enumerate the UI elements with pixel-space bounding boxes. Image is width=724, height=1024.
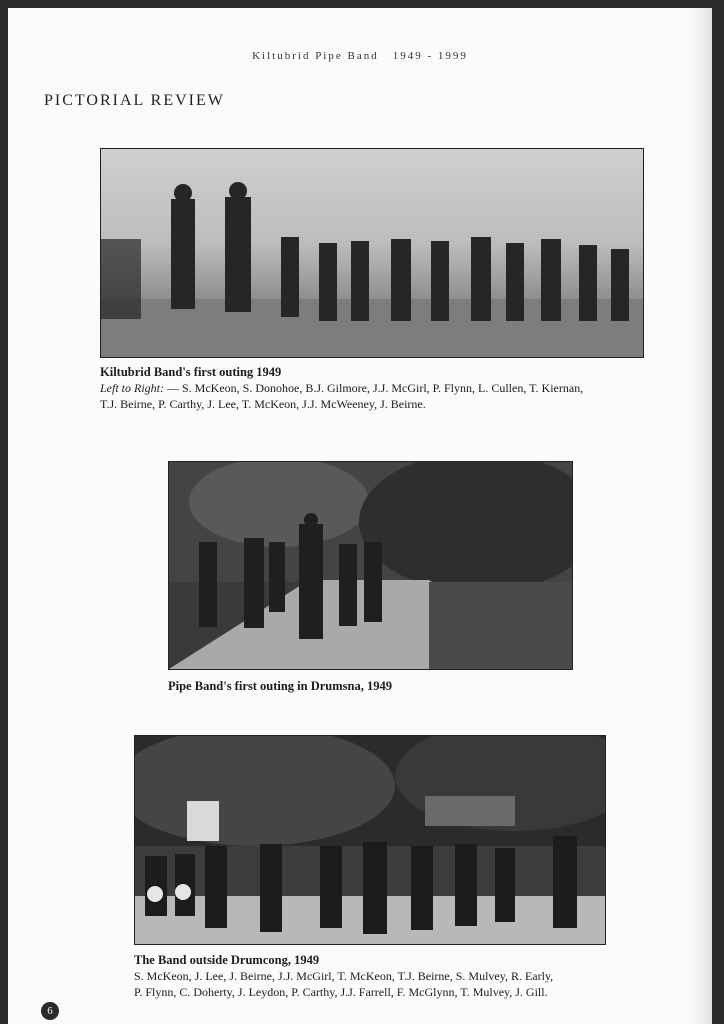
photo-first-outing-1949 [100,148,644,358]
photo-3-caption-line2: P. Flynn, C. Doherty, J. Leydon, P. Carthy, J.J. Farrell, F. McGlynn, T. Mulvey, J. Gill. [134,985,548,999]
section-title: PICTORIAL REVIEW [44,92,225,109]
page-number: 6 [41,1002,59,1020]
photo-drumsna-1949 [168,461,573,670]
running-header [8,50,712,62]
running-header-band: Kiltubrid Pipe Band [252,50,379,62]
photo-1-caption-title: Kiltubrid Band's first outing 1949 [100,365,282,379]
photo-1-caption-line1 [100,380,660,396]
photo-drumcong-1949 [134,735,606,945]
running-header-years: 1949 - 1999 [392,50,468,62]
photo-1-caption-lead: Left to Right: [100,381,164,395]
photo-2-caption [168,678,588,694]
photo-3-caption [134,952,694,1000]
photo-3-caption-line1: S. McKeon, J. Lee, J. Beirne, J.J. McGirl, T. McKeon, T.J. Beirne, S. Mulvey, R. Early, [134,969,554,983]
photo-1-caption-line2: T.J. Beirne, P. Carthy, J. Lee, T. McKeon, J.J. McWeeney, J. Beirne. [100,397,426,411]
photo-1-caption-names1: — S. McKeon, S. Donohoe, B.J. Gilmore, J.J. McGirl, P. Flynn, L. Cullen, T. Kiernan, [164,381,584,395]
photo-1-caption [100,364,660,412]
book-page [8,8,712,1024]
page-edge-shadow [690,8,712,1024]
photo-2-caption-title: Pipe Band's first outing in Drumsna, 1949 [168,679,392,693]
photo-3-caption-title: The Band outside Drumcong, 1949 [134,953,320,967]
